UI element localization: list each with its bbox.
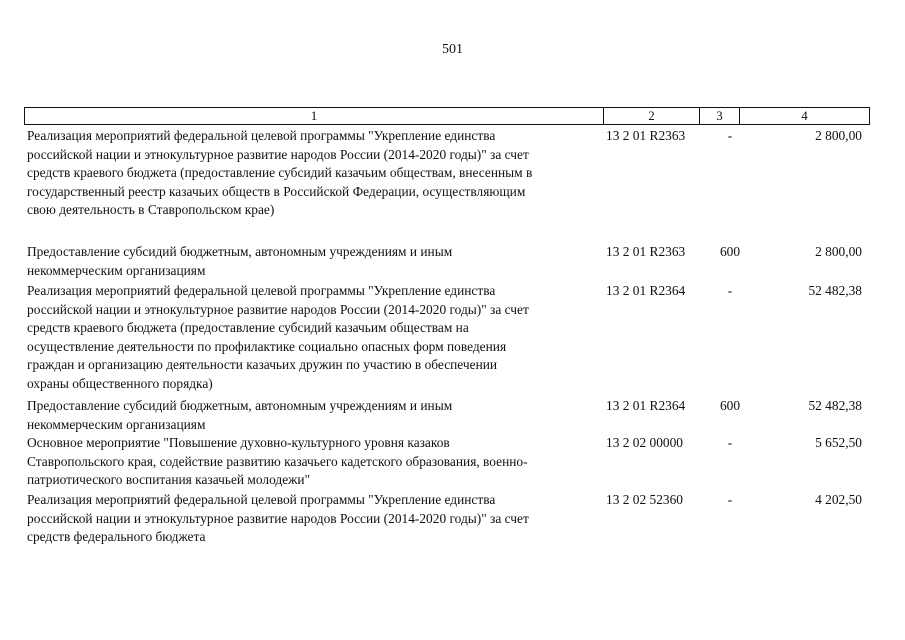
row-amount: 2 800,00 [815,128,862,143]
row-expense-type: - [727,492,733,507]
row-name-line: патриотического воспитания казачьей молодежи" [27,472,311,488]
row-expense-type: - [727,435,733,450]
row-code: 13 2 02 00000 [606,435,683,450]
column-header-4: 4 [739,108,869,124]
row-name-line: некоммерческим организациям [27,262,206,278]
row-name [27,434,602,490]
row-name-line: российской нации и этнокультурное развитие народов России (2014-2020 годы)" за счет [27,146,529,162]
row-code: 13 2 02 52360 [606,492,683,507]
row-name [27,397,602,434]
row-name-line: государственный реестр казачьих обществ в Российской Федерации, осуществляющим [27,183,526,199]
row-expense-type: - [727,283,733,298]
row-name-line: средств краевого бюджета (предоставление субсидий казачьим обществам на [27,320,469,336]
row-name [27,127,602,220]
column-header-3: 3 [699,108,739,124]
row-name-line: средств краевого бюджета (предоставление субсидий казачьим обществам, внесенным в [27,165,533,181]
row-amount: 52 482,38 [808,398,862,413]
row-name-line: охраны общественного порядка) [27,375,213,391]
page-number: 501 [442,42,463,57]
row-name-line: Реализация мероприятий федеральной целевой программы "Укрепление единства [27,283,496,298]
column-header-1: 1 [310,108,318,123]
row-expense-type: 600 [719,398,741,413]
row-name-line: осуществление деятельности по профилактике социально опасных форм поведения [27,338,507,354]
row-name-line: Основное мероприятие "Повышение духовно-культурного уровня казаков [27,435,450,450]
row-code: 13 2 01 R2363 [606,244,686,259]
row-name-line: Предоставление субсидий бюджетным, автономным учреждениям и иным [27,244,453,259]
row-name-line: свою деятельность в Ставропольском крае) [27,202,275,218]
row-amount: 4 202,50 [815,492,862,507]
row-name [27,282,602,394]
row-name-line: Ставропольского края, содействие развитию казачьего кадетского образования, военно- [27,453,528,469]
row-name-line: Реализация мероприятий федеральной целевой программы "Укрепление единства [27,492,496,507]
row-name-line: российской нации и этнокультурное развитие народов России (2014-2020 годы)" за счет [27,301,529,317]
row-name-line: Предоставление субсидий бюджетным, автономным учреждениям и иным [27,398,453,413]
row-expense-type: - [727,128,733,143]
row-amount: 52 482,38 [808,283,862,298]
row-name [27,491,602,547]
row-expense-type: 600 [719,244,741,259]
column-header-2: 2 [603,108,699,124]
row-amount: 2 800,00 [815,244,862,259]
table-header-row [24,107,870,125]
row-code: 13 2 01 R2364 [606,283,686,298]
row-name-line: Реализация мероприятий федеральной целевой программы "Укрепление единства [27,128,496,143]
row-name-line: российской нации и этнокультурное развитие народов России (2014-2020 годы)" за счет [27,510,529,526]
row-amount: 5 652,50 [815,435,862,450]
row-name-line: некоммерческим организациям [27,416,206,432]
row-name-line: граждан и организацию деятельности казачьих дружин по участию в обеспечении [27,357,498,373]
row-name-line: средств федерального бюджета [27,529,206,545]
row-code: 13 2 01 R2364 [606,398,686,413]
row-code: 13 2 01 R2363 [606,128,686,143]
row-name [27,243,602,280]
